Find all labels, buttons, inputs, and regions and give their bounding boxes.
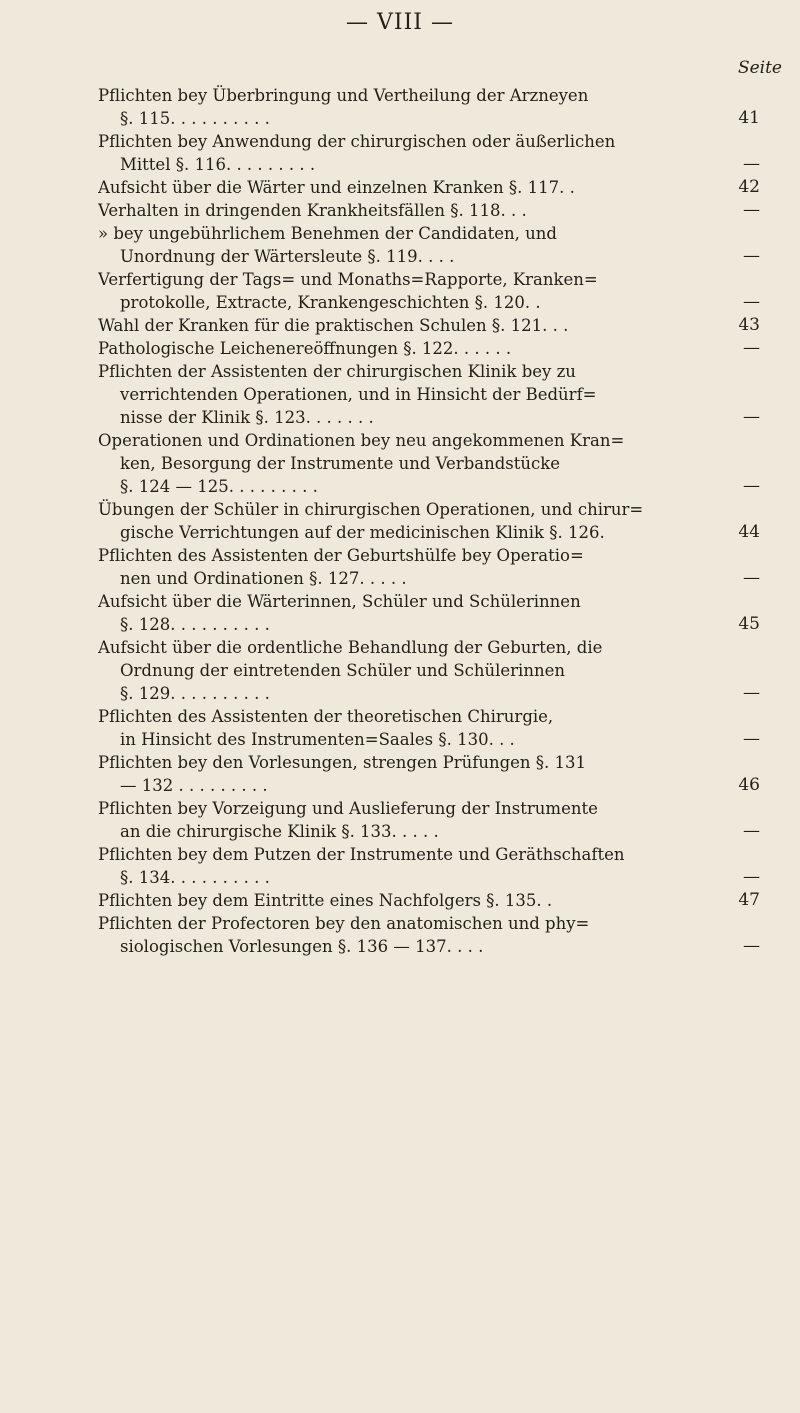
- toc-entry-line: Unordnung der Wärtersleute §. 119. . . .: [120, 247, 455, 266]
- toc-entry: [98, 337, 760, 360]
- toc-entry: [98, 705, 760, 751]
- toc-page-number: —: [743, 407, 760, 427]
- toc-entry-line: Pflichten der Profectoren bey den anatomischen und phy=: [98, 914, 590, 933]
- toc-entry: [98, 636, 760, 705]
- toc-page-number: —: [743, 683, 760, 703]
- toc-entry: [98, 176, 760, 199]
- toc-page-number: 43: [738, 315, 760, 335]
- toc-page-number: 42: [738, 177, 760, 197]
- toc-page-number: —: [743, 867, 760, 887]
- toc-entry: [98, 268, 760, 314]
- toc-entry: [98, 84, 760, 130]
- toc-entry: [98, 590, 760, 636]
- toc-page-number: —: [743, 568, 760, 588]
- toc-entry: [98, 130, 760, 176]
- toc-entry-line: siologischen Vorlesungen §. 136 — 137. . . .: [120, 937, 484, 956]
- toc-entry-line: gische Verrichtungen auf der medicinischen Klinik §. 126.: [120, 523, 605, 542]
- toc-entry-line: an die chirurgische Klinik §. 133. . . . .: [120, 822, 439, 841]
- toc-entry-line: nen und Ordinationen §. 127. . . . .: [120, 569, 407, 588]
- toc-entry: [98, 360, 760, 429]
- toc-entry-line: nisse der Klinik §. 123. . . . . . .: [120, 408, 374, 427]
- toc-entry: [98, 889, 760, 912]
- toc-entry: [98, 498, 760, 544]
- toc-entry-line: Pflichten des Assistenten der Geburtshülfe bey Operatio=: [98, 546, 584, 565]
- toc-entry-line: §. 124 — 125. . . . . . . . .: [120, 477, 318, 496]
- toc-page-number: 44: [738, 522, 760, 542]
- toc-entry-line: Verfertigung der Tags= und Monaths=Rapporte, Kranken=: [98, 270, 598, 289]
- toc-entry-line: Pflichten des Assistenten der theoretischen Chirurgie,: [98, 707, 554, 726]
- toc-page-number: —: [743, 729, 760, 749]
- toc-entry-line: Pflichten der Assistenten der chirurgischen Klinik bey zu: [98, 362, 576, 381]
- toc-entry-line: — 132 . . . . . . . . .: [120, 776, 268, 795]
- toc-page-number: —: [743, 936, 760, 956]
- toc-entry: [98, 199, 760, 222]
- toc-entry: [98, 544, 760, 590]
- toc-entry-line: Aufsicht über die Wärterinnen, Schüler und Schülerinnen: [98, 592, 581, 611]
- toc-entry-line: ken, Besorgung der Instrumente und Verbandstücke: [120, 454, 561, 473]
- toc-entry-line: protokolle, Extracte, Krankengeschichten §. 120. .: [120, 293, 541, 312]
- toc-page-number: 45: [738, 614, 760, 634]
- toc-page-number: —: [743, 246, 760, 266]
- toc-entry: [98, 429, 760, 498]
- toc-entry: [98, 222, 760, 268]
- toc-entry-line: verrichtenden Operationen, und in Hinsicht der Bedürf=: [120, 385, 597, 404]
- toc-entry-line: Aufsicht über die ordentliche Behandlung der Geburten, die: [98, 638, 603, 657]
- toc-entry: [98, 314, 760, 337]
- toc-entry-line: Pflichten bey dem Putzen der Instrumente und Geräthschaften: [98, 845, 625, 864]
- toc-page-number: 47: [738, 890, 760, 910]
- toc-entry: [98, 751, 760, 797]
- toc-page-number: 41: [738, 108, 760, 128]
- toc-entry-line: Verhalten in dringenden Krankheitsfällen §. 118. . .: [98, 201, 527, 220]
- toc-entry-line: » bey ungebührlichem Benehmen der Candidaten, und: [98, 224, 557, 243]
- toc-page-number: 46: [738, 775, 760, 795]
- toc-entry: [98, 843, 760, 889]
- toc-entry: [98, 797, 760, 843]
- toc-entry-line: Pathologische Leichenereöffnungen §. 122. . . . . .: [98, 339, 512, 358]
- toc-page-number: —: [743, 821, 760, 841]
- toc-entry-line: Pflichten bey den Vorlesungen, strengen Prüfungen §. 131: [98, 753, 587, 772]
- toc-entry-line: Pflichten bey dem Eintritte eines Nachfolgers §. 135. .: [98, 891, 553, 910]
- toc-entry-line: Wahl der Kranken für die praktischen Schulen §. 121. . .: [98, 316, 569, 335]
- toc-page-number: —: [743, 476, 760, 496]
- page-header: — VIII —: [346, 10, 454, 35]
- toc-entries: [98, 84, 760, 958]
- toc-page-number: —: [743, 338, 760, 358]
- toc-entry-line: Übungen der Schüler in chirurgischen Operationen, und chirur=: [98, 500, 644, 519]
- toc-entry-line: §. 134. . . . . . . . . .: [120, 868, 270, 887]
- toc-entry-line: Mittel §. 116. . . . . . . . .: [120, 155, 316, 174]
- toc-entry: [98, 912, 760, 958]
- toc-entry-line: §. 128. . . . . . . . . .: [120, 615, 270, 634]
- toc-page-number: —: [743, 154, 760, 174]
- toc-entry-line: Ordnung der eintretenden Schüler und Schülerinnen: [120, 661, 565, 680]
- toc-entry-line: Pflichten bey Anwendung der chirurgischen oder äußerlichen: [98, 132, 616, 151]
- toc-entry-line: in Hinsicht des Instrumenten=Saales §. 130. . .: [120, 730, 515, 749]
- toc-entry-line: Operationen und Ordinationen bey neu angekommenen Kran=: [98, 431, 625, 450]
- toc-entry-line: §. 115. . . . . . . . . .: [120, 109, 270, 128]
- column-label-seite: Seite: [737, 58, 782, 78]
- toc-page-number: —: [743, 200, 760, 220]
- toc-page-number: —: [743, 292, 760, 312]
- toc-entry-line: Pflichten bey Vorzeigung und Auslieferung der Instrumente: [98, 799, 598, 818]
- toc-entry-line: Aufsicht über die Wärter und einzelnen Kranken §. 117. .: [98, 178, 575, 197]
- toc-entry-line: Pflichten bey Überbringung und Vertheilung der Arzneyen: [98, 86, 589, 105]
- toc-entry-line: §. 129. . . . . . . . . .: [120, 684, 270, 703]
